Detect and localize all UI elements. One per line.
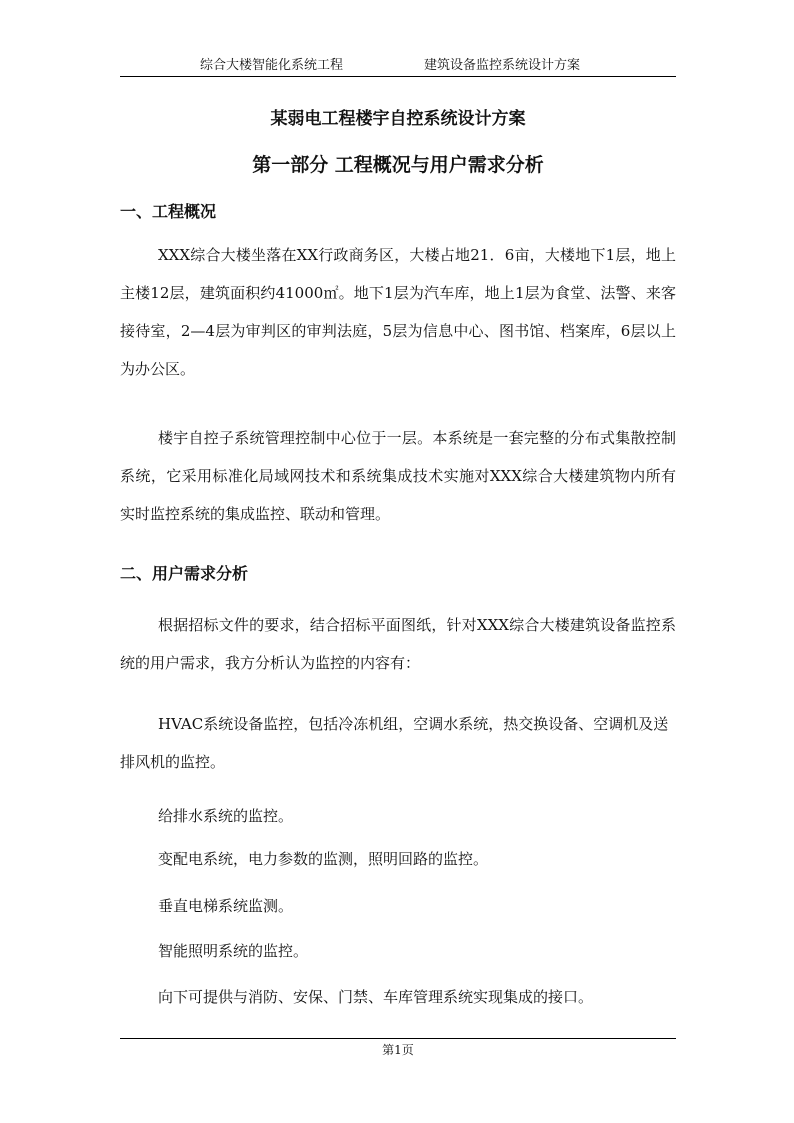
overview-paragraph: XXX综合大楼坐落在XX行政商务区，大楼占地21．6亩，大楼地下1层，地上主楼12层，建筑面积约41000㎡。地下1层为汽车库，地上1层为食堂、法警、来客接待室，2—4层为审判区的审判法庭，5层为信息中心、图书馆、档案库，6层以上为办公区。 [120, 246, 676, 378]
header-project-name: 综合大楼智能化系统工程 [200, 58, 344, 73]
part-title: 第一部分 工程概况与用户需求分析 [252, 154, 544, 176]
page-header [120, 56, 676, 77]
requirement-item: 垂直电梯系统监测。 [158, 897, 294, 915]
requirement-item: 变配电系统，电力参数的监测，照明回路的监控。 [158, 850, 489, 868]
requirement-item: 向下可提供与消防、安保、门禁、车库管理系统实现集成的接口。 [158, 988, 594, 1006]
section-heading-overview: 一、工程概况 [120, 202, 217, 221]
header-document-name: 建筑设备监控系统设计方案 [424, 58, 581, 73]
requirement-item: HVAC系统设备监控，包括冷冻机组，空调水系统，热交换设备、空调机及送排风机的监控。 [120, 715, 669, 771]
overview-paragraph: 楼宇自控子系统管理控制中心位于一层。本系统是一套完整的分布式集散控制系统，它采用标准化局域网技术和系统集成技术实施对XXX综合大楼建筑物内所有实时监控系统的集成监控、联动和管理。 [120, 429, 676, 523]
requirement-item: 给排水系统的监控。 [158, 807, 294, 825]
requirements-intro: 根据招标文件的要求，结合招标平面图纸，针对XXX综合大楼建筑设备监控系统的用户需求，我方分析认为监控的内容有： [120, 616, 676, 672]
section-heading-requirements: 二、用户需求分析 [120, 564, 249, 583]
footer-divider [120, 1038, 676, 1039]
document-title: 某弱电工程楼宇自控系统设计方案 [270, 109, 526, 129]
page-number: 第1页 [382, 1043, 414, 1057]
requirement-item: 智能照明系统的监控。 [158, 942, 309, 960]
